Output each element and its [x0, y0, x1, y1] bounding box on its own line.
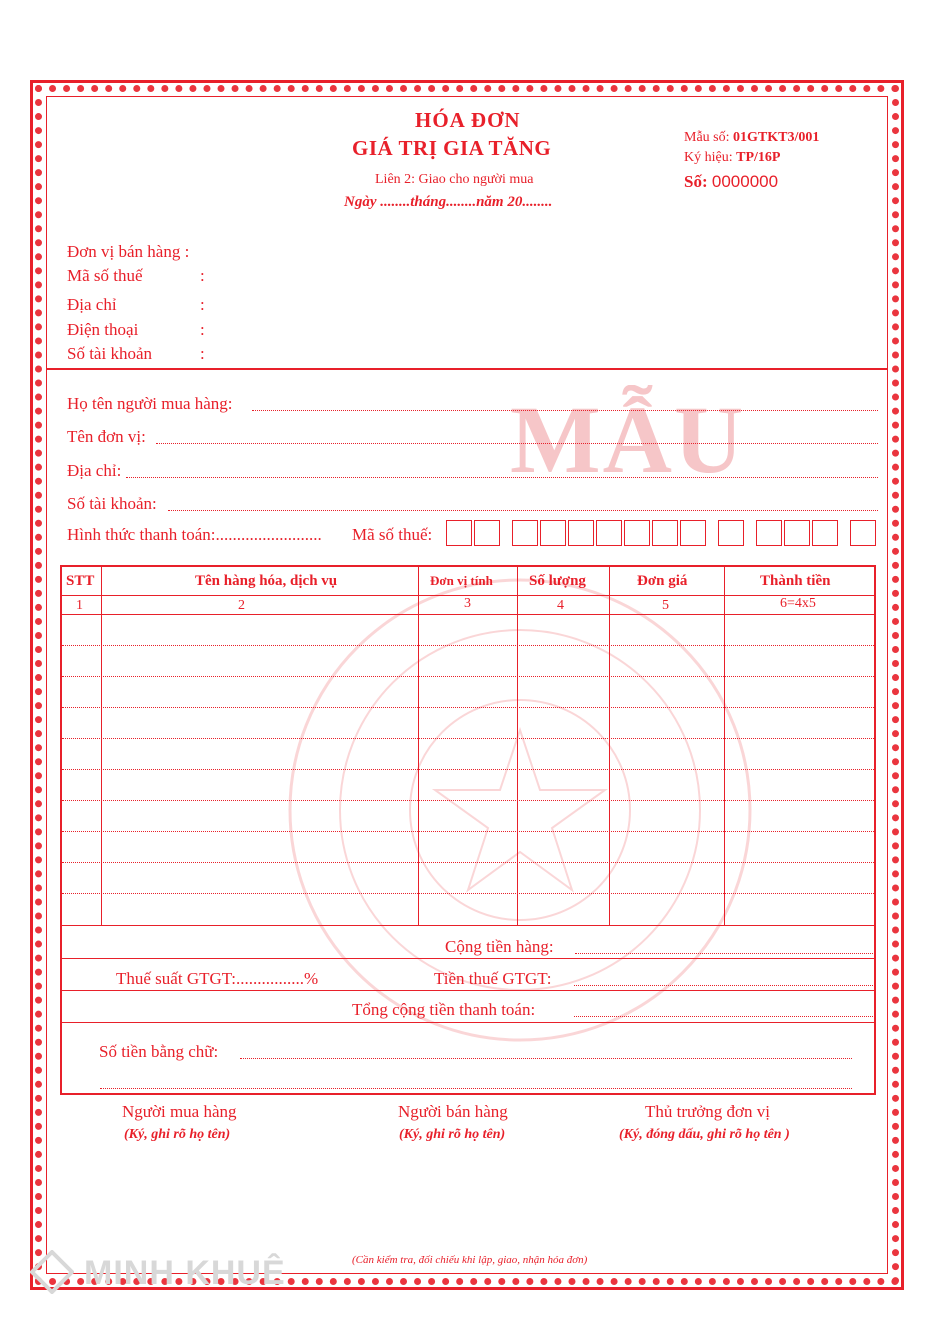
- tax-digit-box[interactable]: [652, 520, 678, 546]
- form-number-value: 01GTKT3/001: [733, 130, 820, 145]
- table-row[interactable]: [62, 769, 874, 770]
- brand-logo-icon: [30, 1250, 74, 1294]
- number-label: Số:: [684, 172, 708, 191]
- totals-divider: [60, 958, 876, 959]
- tax-digit-box[interactable]: [474, 520, 500, 546]
- seller-signature-title: Người bán hàng: [398, 1102, 508, 1121]
- table-row[interactable]: [62, 707, 874, 708]
- col-divider: [724, 565, 725, 925]
- sample-watermark: MẪU: [510, 386, 746, 493]
- symbol-label: Ký hiệu:: [684, 150, 733, 165]
- header-quantity: Số lượng: [529, 573, 586, 589]
- amount-in-words-field-2[interactable]: [100, 1088, 852, 1089]
- table-row[interactable]: [62, 862, 874, 863]
- header-item-name: Tên hàng hóa, dịch vụ: [195, 573, 338, 589]
- tax-digit-box[interactable]: [784, 520, 810, 546]
- form-number-label: Mẫu số:: [684, 130, 730, 145]
- tax-digit-box[interactable]: [718, 520, 744, 546]
- invoice-title: HÓA ĐƠN: [415, 108, 521, 132]
- seller-divider: [46, 368, 888, 370]
- col-divider: [101, 565, 102, 925]
- header-unit: Đơn vị tính: [430, 573, 493, 588]
- seller-address-colon: :: [200, 295, 205, 314]
- tax-digit-box[interactable]: [680, 520, 706, 546]
- seller-account-colon: :: [200, 344, 205, 363]
- col-number: 3: [464, 596, 471, 611]
- col-number: 4: [557, 598, 564, 613]
- brand-watermark: MINH KHUÊ: [84, 1254, 286, 1292]
- vat-rate-label: Thuế suất GTGT:................%: [116, 969, 319, 988]
- buyer-tax-label: Mã số thuế:: [352, 525, 433, 544]
- seller-account-label: Số tài khoản: [67, 344, 152, 363]
- buyer-address-field[interactable]: [126, 477, 878, 478]
- number-value: 0000000: [711, 172, 779, 191]
- form-number: [684, 130, 819, 146]
- vat-amount-field[interactable]: [574, 985, 873, 986]
- invoice-symbol: [684, 150, 780, 166]
- table-row[interactable]: [62, 738, 874, 739]
- header-stt: STT: [66, 573, 95, 589]
- seller-phone-colon: :: [200, 320, 205, 339]
- buyer-signature-title: Người mua hàng: [122, 1102, 237, 1121]
- tax-digit-box[interactable]: [812, 520, 838, 546]
- col-number: 1: [76, 598, 83, 613]
- totals-divider: [60, 1022, 876, 1023]
- symbol-value: TP/16P: [736, 150, 781, 165]
- table-row[interactable]: [62, 831, 874, 832]
- col-divider: [418, 565, 419, 925]
- tax-digit-box[interactable]: [596, 520, 622, 546]
- buyer-name-label: Họ tên người mua hàng:: [67, 394, 233, 413]
- vat-amount-label: Tiền thuế GTGT:: [434, 969, 552, 988]
- seller-tax-colon: :: [200, 266, 205, 285]
- buyer-account-field[interactable]: [168, 510, 878, 511]
- col-number: 5: [662, 598, 669, 613]
- payment-method-label: Hình thức thanh toán:.........................: [67, 525, 322, 544]
- buyer-unit-field[interactable]: [156, 443, 878, 444]
- table-row[interactable]: [62, 645, 874, 646]
- totals-divider: [60, 925, 876, 926]
- tax-digit-box[interactable]: [568, 520, 594, 546]
- tax-digit-box[interactable]: [512, 520, 538, 546]
- col-number: 2: [238, 598, 245, 613]
- header-unit-price: Đơn giá: [637, 573, 688, 589]
- col-number: 6=4x5: [780, 596, 816, 611]
- seller-tax-label: Mã số thuế: [67, 266, 143, 285]
- seller-signature-note: (Ký, ghi rõ họ tên): [399, 1127, 506, 1142]
- table-row[interactable]: [62, 800, 874, 801]
- tax-digit-box[interactable]: [756, 520, 782, 546]
- tax-digit-box[interactable]: [850, 520, 876, 546]
- amount-in-words-field[interactable]: [240, 1058, 852, 1059]
- footer-note: (Cần kiểm tra, đối chiếu khi lập, giao, nhận hóa đơn): [352, 1254, 588, 1266]
- buyer-account-label: Số tài khoản:: [67, 494, 157, 513]
- invoice-subtitle: GIÁ TRỊ GIA TĂNG: [352, 136, 552, 160]
- seller-address-label: Địa chỉ: [67, 295, 117, 314]
- subtotal-field[interactable]: [575, 953, 873, 954]
- head-signature-title: Thủ trưởng đơn vị: [645, 1102, 770, 1121]
- table-row[interactable]: [62, 893, 874, 894]
- number-row-divider: [60, 614, 876, 615]
- col-divider: [609, 565, 610, 925]
- tax-digit-box[interactable]: [624, 520, 650, 546]
- buyer-address-label: Địa chỉ:: [67, 461, 122, 480]
- tax-digit-box[interactable]: [540, 520, 566, 546]
- copy-note: Liên 2: Giao cho người mua: [375, 172, 534, 187]
- buyer-unit-label: Tên đơn vị:: [67, 427, 146, 446]
- date-line: Ngày ........tháng........năm 20........: [344, 194, 553, 210]
- invoice-number: [684, 172, 778, 192]
- table-row[interactable]: [62, 676, 874, 677]
- amount-in-words-label: Số tiền bằng chữ:: [99, 1042, 219, 1061]
- head-signature-note: (Ký, đóng dấu, ghi rõ họ tên ): [619, 1127, 790, 1142]
- col-divider: [517, 565, 518, 925]
- buyer-signature-note: (Ký, ghi rõ họ tên): [124, 1127, 231, 1142]
- header-amount: Thành tiền: [760, 573, 831, 589]
- seller-phone-label: Điện thoại: [67, 320, 139, 339]
- seller-unit-label: Đơn vị bán hàng :: [67, 242, 190, 261]
- buyer-name-field[interactable]: [252, 410, 878, 411]
- subtotal-label: Cộng tiền hàng:: [445, 937, 554, 956]
- grand-total-field[interactable]: [574, 1016, 873, 1017]
- tax-digit-box[interactable]: [446, 520, 472, 546]
- totals-divider: [60, 990, 876, 991]
- grand-total-label: Tổng cộng tiền thanh toán:: [352, 1000, 536, 1019]
